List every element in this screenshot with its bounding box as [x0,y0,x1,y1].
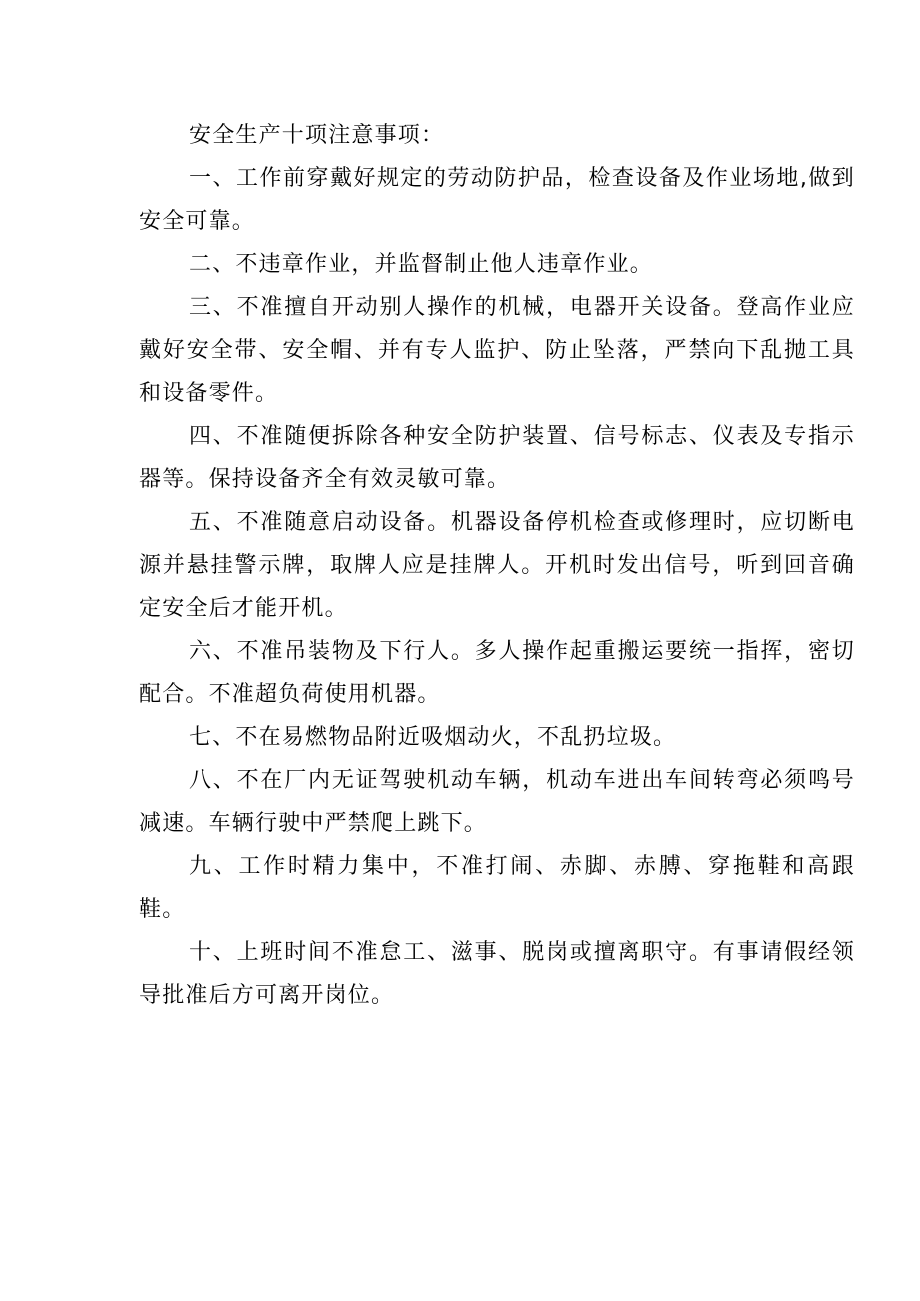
rule-item-3: 三、不准擅自开动别人操作的机械，电器开关设备。登高作业应戴好安全带、安全帽、并有专人监护、防止坠落，严禁向下乱抛工具和设备零件。 [139,295,855,406]
rule-item-7: 七、不在易燃物品附近吸烟动火，不乱扔垃圾。 [189,725,677,750]
rule-item-4: 四、不准随便拆除各种安全防护装置、信号标志、仪表及专指示器等。保持设备齐全有效灵敏可靠。 [139,424,855,492]
rule-item-6: 六、不准吊装物及下行人。多人操作起重搬运要统一指挥，密切配合。不准超负荷使用机器。 [139,639,855,707]
rule-item-1: 一、工作前穿戴好规定的劳动防护品，检查设备及作业场地,做到安全可靠。 [139,166,855,234]
rule-item-2: 二、不违章作业，并监督制止他人违章作业。 [189,252,654,277]
rule-item-10: 十、上班时间不准怠工、滋事、脱岗或擅离职守。有事请假经领导批准后方可离开岗位。 [139,940,855,1008]
rule-item-5: 五、不准随意启动设备。机器设备停机检查或修理时，应切断电源并悬挂警示牌，取牌人应是挂牌人。开机时发出信号，听到回音确定安全后才能开机。 [139,510,855,621]
document-heading: 安全生产十项注意事项： [189,123,445,148]
rule-item-9: 九、工作时精力集中，不准打闹、赤脚、赤膊、穿拖鞋和高跟鞋。 [139,854,855,922]
rule-item-8: 八、不在厂内无证驾驶机动车辆，机动车进出车间转弯必须鸣号减速。车辆行驶中严禁爬上跳下。 [139,768,855,836]
document-body [139,114,855,1017]
